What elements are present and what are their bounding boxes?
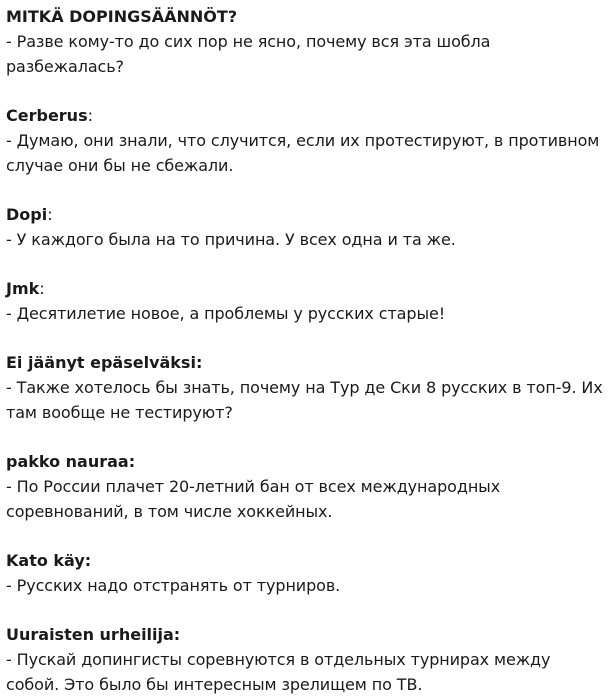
comment-author: Kato käy:	[6, 551, 92, 570]
comment-block	[6, 103, 604, 178]
author-colon: :	[39, 279, 45, 298]
author-colon: :	[87, 106, 93, 125]
comment-text: - Десятилетие новое, а проблемы у русских старые!	[6, 304, 446, 323]
comment-text: - Разве кому-то до сих пор не ясно, почему вся эта шобла разбежалась?	[6, 32, 491, 76]
comment-block	[6, 350, 604, 425]
comment-author: pakko nauraa:	[6, 452, 136, 471]
comment-block	[6, 548, 604, 598]
comment-text: - Русских надо отстранять от турниров.	[6, 576, 341, 595]
comment-text: - У каждого была на то причина. У всех одна и та же.	[6, 230, 456, 249]
comment-block	[6, 622, 604, 697]
comment-author-line	[6, 202, 604, 227]
comment-text: - По России плачет 20-летний бан от всех международных соревнований, в том числе хоккейных.	[6, 477, 501, 521]
comment-author: Uuraisten urheilija:	[6, 625, 181, 644]
comment-author-line	[6, 350, 604, 375]
comment-block	[6, 202, 604, 252]
comment-author-line	[6, 548, 604, 573]
comment-author-line	[6, 103, 604, 128]
comment-author: Ei jäänyt epäselväksi:	[6, 353, 203, 372]
comment-author-line	[6, 276, 604, 301]
comment-text: - Также хотелось бы знать, почему на Тур де Ски 8 русских в топ-9. Их там вообще не тестируют?	[6, 378, 603, 422]
comment-block	[6, 4, 604, 79]
comment-author-line	[6, 622, 604, 647]
comment-text: - Пускай допингисты соревнуются в отдельных турнирах между собой. Это было бы интересным зрелищем по ТВ.	[6, 650, 551, 694]
comment-author: Dopi	[6, 205, 48, 224]
comment-block	[6, 449, 604, 524]
comment-text: - Думаю, они знали, что случится, если их протестируют, в противном случае они бы не сбежали.	[6, 131, 600, 175]
comment-author: Jmk	[6, 279, 40, 298]
comment-author-line	[6, 4, 604, 29]
author-colon: :	[47, 205, 53, 224]
comment-block	[6, 276, 604, 326]
comment-author: Cerberus	[6, 106, 88, 125]
comment-author-line	[6, 449, 604, 474]
comment-author: MITKÄ DOPINGSÄÄNNÖT?	[6, 7, 238, 26]
